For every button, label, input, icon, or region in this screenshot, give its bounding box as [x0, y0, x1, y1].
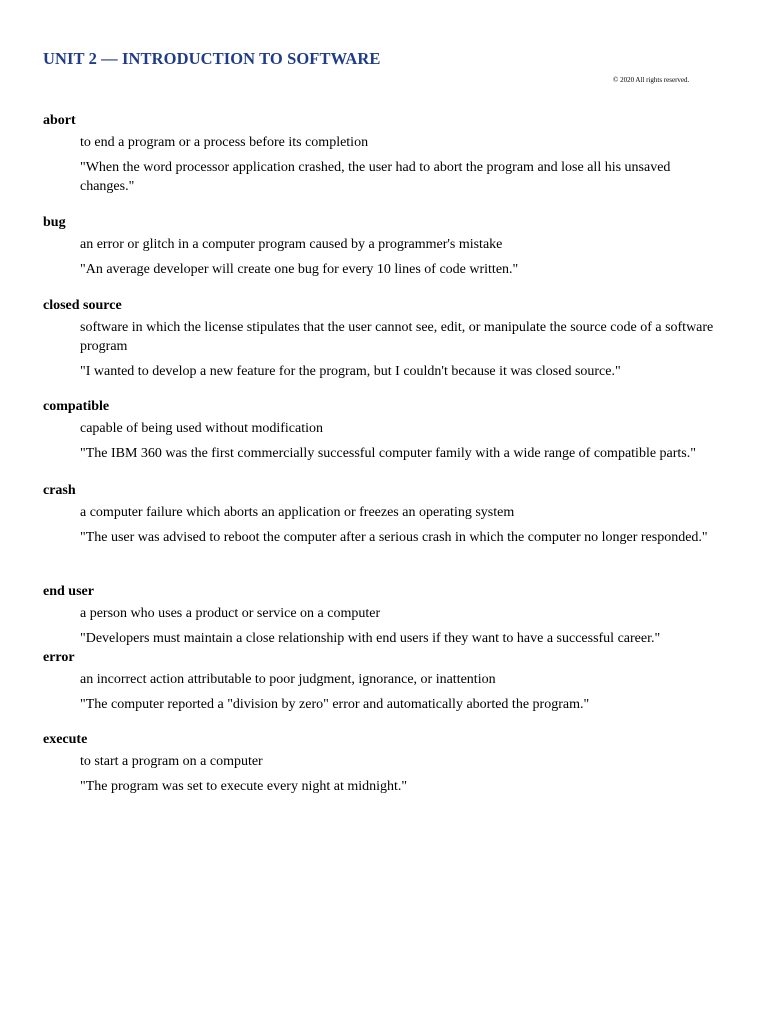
glossary-example: "The computer reported a "division by zero" error and automatically aborted the program." — [80, 697, 590, 712]
glossary-example: "Developers must maintain a close relationship with end users if they want to have a successful career." — [80, 631, 661, 646]
glossary-definition: a computer failure which aborts an application or freezes an operating system — [80, 505, 515, 520]
glossary-entry-crash — [43, 482, 723, 547]
glossary-entry-execute — [43, 731, 723, 796]
copyright-notice: © 2020 All rights reserved. — [613, 76, 690, 84]
glossary-entry-error — [43, 649, 723, 714]
glossary-entry-closed-source — [43, 297, 723, 381]
glossary-entry-compatible — [43, 398, 723, 463]
glossary-example: "The user was advised to reboot the computer after a serious crash in which the computer no longer responded." — [80, 530, 708, 545]
glossary-entry-bug — [43, 214, 723, 279]
glossary-example: "The program was set to execute every night at midnight." — [80, 779, 408, 794]
glossary-definition: a person who uses a product or service on a computer — [80, 606, 381, 621]
glossary-term: abort — [43, 113, 76, 128]
glossary-definition: software in which the license stipulates that the user cannot see, edit, or manipulate the source code of a software program — [80, 320, 714, 354]
page-title: UNIT 2 — INTRODUCTION TO SOFTWARE — [43, 49, 381, 68]
glossary-entry-end-user — [43, 583, 723, 648]
glossary-term: closed source — [43, 298, 122, 313]
glossary-term: execute — [43, 732, 88, 747]
glossary-example: "I wanted to develop a new feature for the program, but I couldn't because it was closed source." — [80, 364, 621, 379]
glossary-entry-abort — [43, 112, 723, 196]
glossary-term: end user — [43, 584, 94, 599]
glossary-definition: an incorrect action attributable to poor judgment, ignorance, or inattention — [80, 672, 496, 687]
glossary-definition: to end a program or a process before its completion — [80, 135, 369, 150]
glossary-example: "When the word processor application crashed, the user had to abort the program and lose all his unsaved changes." — [80, 160, 671, 194]
glossary-example: "The IBM 360 was the first commercially successful computer family with a wide range of compatible parts." — [80, 446, 696, 461]
glossary-definition: an error or glitch in a computer program caused by a programmer's mistake — [80, 237, 503, 252]
glossary-term: bug — [43, 215, 66, 230]
glossary-example: "An average developer will create one bug for every 10 lines of code written." — [80, 262, 519, 277]
glossary-definition: capable of being used without modification — [80, 421, 323, 436]
glossary-term: crash — [43, 483, 76, 498]
glossary-term: error — [43, 650, 75, 665]
glossary-term: compatible — [43, 399, 110, 414]
glossary-definition: to start a program on a computer — [80, 754, 263, 769]
